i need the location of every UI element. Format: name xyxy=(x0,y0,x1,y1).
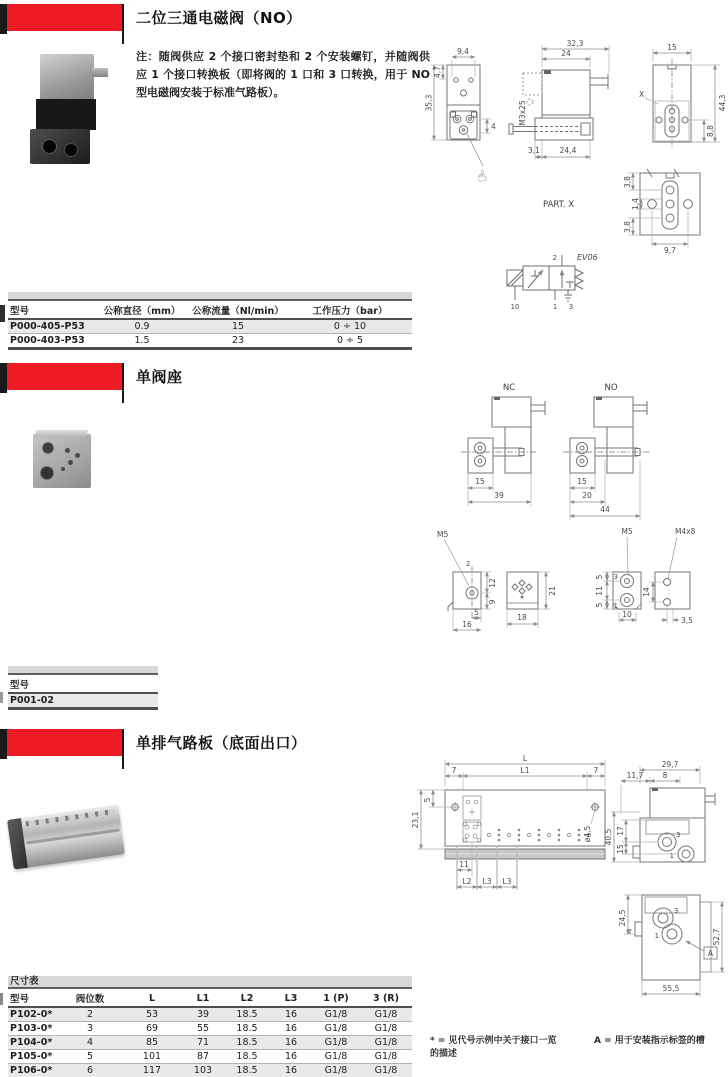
dim-label: 4 xyxy=(491,122,496,131)
cell: 69 xyxy=(122,1022,182,1036)
section1-title: 二位三通电磁阀（NO） xyxy=(136,9,302,27)
dim-label: M3x25 xyxy=(518,100,527,126)
table-header-row xyxy=(8,989,412,1007)
cell: 16 xyxy=(270,1036,312,1050)
col-header: 阀位数 xyxy=(58,989,122,1007)
header-tab xyxy=(0,4,7,34)
cell: 3 xyxy=(58,1022,122,1036)
dim-label: 3,8 xyxy=(623,176,632,188)
section3-drawings xyxy=(405,750,728,1022)
cell-model: P104-0* xyxy=(8,1036,58,1050)
table-header-row xyxy=(8,301,412,319)
port-label: 2 xyxy=(627,928,632,936)
nc-view-outline xyxy=(461,397,545,473)
cell-model: P000-403-P53 xyxy=(8,334,96,349)
cell: G1/8 xyxy=(360,1050,412,1064)
dimension-table xyxy=(8,976,412,1077)
manifold-dim-lines xyxy=(421,764,605,887)
section2-drawings xyxy=(425,380,728,632)
footnote-star xyxy=(430,1035,590,1061)
manual-override-hand-icon: ☝ xyxy=(474,166,489,187)
footnote-star-line2: 的描述 xyxy=(430,1049,458,1059)
dim-label: 11 xyxy=(459,860,469,869)
view-label-no: NO xyxy=(604,383,618,393)
header-divider-line xyxy=(122,729,124,769)
table-row xyxy=(8,1007,412,1022)
dim-label: L xyxy=(522,754,528,763)
col-header: 3 (R) xyxy=(360,989,412,1007)
dim-label: 4,7 xyxy=(433,66,442,78)
side-ext-lines xyxy=(535,45,609,160)
dim-label: 5 xyxy=(423,797,432,803)
symbol-port-label: 3 xyxy=(568,303,574,310)
dim-label: 15 xyxy=(616,844,625,854)
dim-label: 20 xyxy=(582,491,592,500)
cell: G1/8 xyxy=(360,1022,412,1036)
dim-label: 55,5 xyxy=(662,984,680,993)
section3-title: 单排气路板（底面出口） xyxy=(136,734,307,752)
cell: 0 ÷ 10 xyxy=(288,319,412,334)
cell: 39 xyxy=(182,1007,224,1022)
col-header: 型号 xyxy=(8,989,58,1007)
port-label: 1 xyxy=(613,602,618,610)
dim-label: 35,3 xyxy=(425,94,434,112)
valve-port-hole xyxy=(42,139,57,154)
cell: G1/8 xyxy=(360,1007,412,1022)
col-header: 型号 xyxy=(8,675,158,693)
subbase-view4-outline xyxy=(655,537,690,609)
dim-label: 3,1 xyxy=(528,146,540,155)
manifold-outlet-hole-row xyxy=(487,829,590,841)
page-edge-mark xyxy=(0,993,3,1005)
col-header: 公称直径（mm） xyxy=(96,301,188,319)
dim-label: 18 xyxy=(517,613,527,622)
dim-label: 3,8 xyxy=(623,221,632,233)
manifold-bottom-view-outline xyxy=(635,895,711,980)
specs-table xyxy=(8,292,412,350)
cell: 117 xyxy=(122,1064,182,1077)
dim-label: 11,7 xyxy=(626,771,644,780)
valve-port-hole xyxy=(64,143,78,157)
col-header: L2 xyxy=(224,989,270,1007)
symbol-name-label: EV06 xyxy=(577,253,598,262)
col-header: 工作压力（bar） xyxy=(288,301,412,319)
dim-label: 3,5 xyxy=(681,616,693,625)
col-header: L3 xyxy=(270,989,312,1007)
cell: 5 xyxy=(58,1050,122,1064)
dim-label: 39 xyxy=(494,491,504,500)
table-row xyxy=(8,1036,412,1050)
cell-model: P103-0* xyxy=(8,1022,58,1036)
manifold-end-face xyxy=(7,818,28,869)
manifold-port-row xyxy=(25,809,115,826)
table-row xyxy=(8,319,412,334)
subbase-view2-outline xyxy=(507,572,538,609)
dim-label: 8 xyxy=(662,771,668,780)
slot-a-label: A xyxy=(707,949,714,958)
valve-connector-pin xyxy=(92,68,108,77)
dim-label: 24,4 xyxy=(559,146,577,155)
dim-label: 11 xyxy=(595,586,604,596)
cell: G1/8 xyxy=(360,1064,412,1077)
manifold-side-view-outline xyxy=(633,788,715,862)
thread-label: M4x8 xyxy=(675,527,696,536)
subbase-hole xyxy=(68,460,73,465)
section1-note: 注：随阀供应 2 个接口密封垫和 2 个安装螺钉，并随阀供应 1 个接口转换板（即将阀的 1 口和 3 口转换，用于 NO 型电磁阀安装于标准气路板）。 xyxy=(136,50,430,99)
dim-label: 52,7 xyxy=(712,928,721,946)
page-edge-mark xyxy=(0,692,3,703)
cell: 23 xyxy=(188,334,288,349)
valve-symbol xyxy=(507,255,583,301)
symbol-port-label: 2 xyxy=(552,254,557,262)
cell: G1/8 xyxy=(312,1050,360,1064)
dim-label: 9 xyxy=(488,599,497,605)
dim-label: 21 xyxy=(548,586,557,596)
cell: 18.5 xyxy=(224,1036,270,1050)
header-divider-line xyxy=(122,363,124,403)
col-header: 公称流量（Nl/min） xyxy=(188,301,288,319)
dim-label: 7 xyxy=(593,766,599,775)
dim-label: L1 xyxy=(520,766,530,775)
table-top-bar xyxy=(8,666,158,675)
cell: 18.5 xyxy=(224,1022,270,1036)
dim-label: 44,3 xyxy=(718,94,727,112)
table-row xyxy=(8,1050,412,1064)
dim-label: 24,5 xyxy=(618,909,627,927)
subbase-view1-outline xyxy=(444,539,481,618)
subbase-hole xyxy=(40,466,54,480)
dim-label: 23,1 xyxy=(411,811,420,829)
table-title-bar: 尺寸表 xyxy=(8,976,412,989)
dim-label: 1,4 xyxy=(631,198,640,210)
table-row xyxy=(8,693,158,709)
footnote-star-line1: * = 见代号示例中关于接口一览 xyxy=(430,1036,557,1046)
subbase-view4-dims xyxy=(653,582,679,620)
subbase-hole xyxy=(42,442,54,454)
header-tab xyxy=(0,363,7,393)
part-x-detail-outline xyxy=(640,169,700,235)
cell: 71 xyxy=(182,1036,224,1050)
valve-coil-body xyxy=(40,54,94,100)
dim-label: 10 xyxy=(622,610,632,619)
cell: 18.5 xyxy=(224,1007,270,1022)
cell: 103 xyxy=(182,1064,224,1077)
cell-model: P000-405-P53 xyxy=(8,319,96,334)
footnote-a: A = 用于安装指示标签的槽 xyxy=(594,1036,705,1046)
cell: G1/8 xyxy=(312,1064,360,1077)
cell: 16 xyxy=(270,1050,312,1064)
col-header: L xyxy=(122,989,182,1007)
port-label: 1 xyxy=(669,852,674,860)
cell-model: P102-0* xyxy=(8,1007,58,1022)
dim-label: 16 xyxy=(462,620,472,629)
dim-label: 40,5 xyxy=(604,828,613,846)
dim-label: 5 xyxy=(595,602,604,608)
cell: 16 xyxy=(270,1022,312,1036)
cell: 16 xyxy=(270,1007,312,1022)
cell-model: P105-0* xyxy=(8,1050,58,1064)
cell-model: P106-0* xyxy=(8,1064,58,1077)
header-red-bar xyxy=(7,4,122,31)
manifold-station-footprint xyxy=(463,796,481,842)
dim-label: 44 xyxy=(600,505,610,514)
dim-label: 15 xyxy=(475,477,485,486)
part-x-label: PART. X xyxy=(543,200,575,210)
valve-base xyxy=(30,129,90,164)
port-label: 2 xyxy=(466,560,471,568)
subbase-body xyxy=(33,434,91,488)
subbase-hole xyxy=(65,448,70,453)
section1-drawings xyxy=(425,33,728,310)
cell: 0.9 xyxy=(96,319,188,334)
cell: 6 xyxy=(58,1064,122,1077)
cell: 4 xyxy=(58,1036,122,1050)
table-row xyxy=(8,1064,412,1077)
page-edge-mark xyxy=(0,305,5,322)
dim-label: 5 xyxy=(474,608,479,617)
view-label-nc: NC xyxy=(502,383,516,393)
side-dim-lines xyxy=(535,49,609,157)
col-header: 1 (P) xyxy=(312,989,360,1007)
valve-mid-body xyxy=(36,99,96,130)
cell: 85 xyxy=(122,1036,182,1050)
port-label: 3 xyxy=(613,573,618,581)
dim-label: 24 xyxy=(561,49,571,58)
cell: G1/8 xyxy=(312,1007,360,1022)
manifold-groove xyxy=(26,828,120,844)
symbol-port-label: 1 xyxy=(552,303,558,310)
cell-model: P001-02 xyxy=(8,693,158,709)
detail-x-label: X xyxy=(639,90,645,99)
dim-label: ø4,5 xyxy=(583,825,592,843)
product-photo-manifold xyxy=(8,786,128,886)
dim-label: 32,3 xyxy=(566,39,584,48)
dim-label: L3 xyxy=(482,877,492,886)
port-label: 3 xyxy=(676,831,681,839)
product-photo-valve xyxy=(28,52,114,164)
table-row xyxy=(8,1022,412,1036)
port-label: 3 xyxy=(674,907,679,915)
cell: 15 xyxy=(188,319,288,334)
dim-label: 29,7 xyxy=(661,760,679,769)
product-photo-subbase xyxy=(33,430,95,490)
dim-label: 12 xyxy=(488,578,497,588)
subbase-top-face xyxy=(33,430,89,437)
cell: 101 xyxy=(122,1050,182,1064)
header-red-bar xyxy=(7,363,122,390)
subbase-hole xyxy=(61,467,65,471)
cell: G1/8 xyxy=(312,1036,360,1050)
thread-label: M5 xyxy=(621,527,633,536)
manifold-body xyxy=(7,804,125,869)
subbase-view2-ext xyxy=(507,572,550,628)
manifold-side-dims xyxy=(614,770,700,862)
dim-label: 5 xyxy=(595,574,604,580)
table-header-row xyxy=(8,675,158,693)
cell: G1/8 xyxy=(360,1036,412,1050)
dim-label: L2 xyxy=(462,877,472,886)
dim-label: 15 xyxy=(577,477,587,486)
dim-label: 9,7 xyxy=(664,246,676,255)
subbase-view4-ext xyxy=(649,582,673,623)
no-view-outline xyxy=(563,397,651,473)
thread-label: M5 xyxy=(437,530,449,539)
section2-title: 单阀座 xyxy=(136,368,183,386)
symbol-port-label: 10 xyxy=(510,303,520,310)
back-view-outline xyxy=(653,59,691,148)
subbase-hole xyxy=(75,453,80,458)
cell: 18.5 xyxy=(224,1050,270,1064)
cell: 2 xyxy=(58,1007,122,1022)
cell: 53 xyxy=(122,1007,182,1022)
header-red-bar xyxy=(7,729,122,756)
cell: 0 ÷ 5 xyxy=(288,334,412,349)
dim-label: 17 xyxy=(616,826,625,836)
dim-label: L3 xyxy=(502,877,512,886)
dim-label: 8,8 xyxy=(706,125,715,137)
col-header: 型号 xyxy=(8,301,96,319)
table-top-bar xyxy=(8,292,412,301)
header-divider-line xyxy=(122,4,124,44)
dim-label: 7 xyxy=(451,766,457,775)
subbase-model-table xyxy=(8,666,158,710)
part-x-dim-lines xyxy=(633,173,688,244)
cell: 55 xyxy=(182,1022,224,1036)
cell: 18.5 xyxy=(224,1064,270,1077)
dim-label: 15 xyxy=(667,43,677,52)
dim-label: 14 xyxy=(642,587,651,597)
header-tab xyxy=(0,729,7,759)
cell: 16 xyxy=(270,1064,312,1077)
dim-label: 9,4 xyxy=(457,47,469,56)
cell: 1.5 xyxy=(96,334,188,349)
cell: G1/8 xyxy=(312,1022,360,1036)
port-label: 1 xyxy=(654,932,659,940)
col-header: L1 xyxy=(182,989,224,1007)
cell: 87 xyxy=(182,1050,224,1064)
table-row xyxy=(8,334,412,349)
